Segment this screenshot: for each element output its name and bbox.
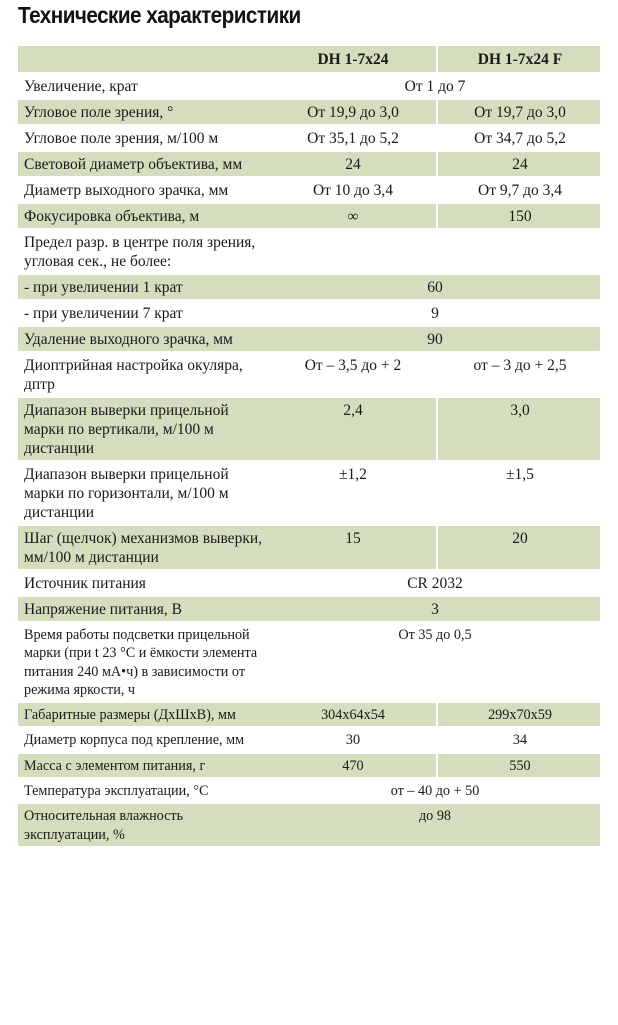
row-value-shared: 9 bbox=[268, 300, 600, 326]
row-value-shared bbox=[268, 229, 600, 274]
row-value-model-2: 24 bbox=[437, 151, 600, 177]
row-label: Источник питания bbox=[18, 570, 268, 596]
row-value-model-1: От – 3,5 до + 2 bbox=[268, 352, 437, 397]
row-label: Диоптрийная настройка окуляра, дптр bbox=[18, 352, 268, 397]
table-row bbox=[18, 461, 600, 525]
row-value-model-2: 3,0 bbox=[437, 397, 600, 461]
table-row bbox=[18, 125, 600, 151]
row-value-model-1: 304x64x54 bbox=[268, 702, 437, 727]
row-value-model-2: От 34,7 до 5,2 bbox=[437, 125, 600, 151]
row-label: Диаметр выходного зрачка, мм bbox=[18, 177, 268, 203]
row-label: Напряжение питания, В bbox=[18, 596, 268, 622]
row-value-model-1: От 19,9 до 3,0 bbox=[268, 99, 437, 125]
table-row bbox=[18, 177, 600, 203]
row-label: - при увеличении 7 крат bbox=[18, 300, 268, 326]
row-label: Предел разр. в центре поля зрения, угловая сек., не более: bbox=[18, 229, 268, 274]
row-value-model-1: 2,4 bbox=[268, 397, 437, 461]
header-cell-model-1: DH 1-7x24 bbox=[268, 46, 437, 73]
row-value-model-1: От 10 до 3,4 bbox=[268, 177, 437, 203]
row-label: Световой диаметр объектива, мм bbox=[18, 151, 268, 177]
table-row bbox=[18, 622, 600, 702]
row-value-model-1: ∞ bbox=[268, 203, 437, 229]
table-row bbox=[18, 570, 600, 596]
row-value-shared: от – 40 до + 50 bbox=[268, 778, 600, 803]
row-label: Диапазон выверки прицельной марки по вертикали, м/100 м дистанции bbox=[18, 397, 268, 461]
row-value-model-2: 150 bbox=[437, 203, 600, 229]
table-row bbox=[18, 229, 600, 274]
row-value-model-1: ±1,2 bbox=[268, 461, 437, 525]
table-row bbox=[18, 326, 600, 352]
table-row bbox=[18, 525, 600, 570]
table-row bbox=[18, 300, 600, 326]
specs-table-body bbox=[18, 46, 600, 847]
row-value-model-2: 299x70x59 bbox=[437, 702, 600, 727]
table-row bbox=[18, 274, 600, 300]
row-value-model-1: 30 bbox=[268, 727, 437, 752]
row-value-shared: От 35 до 0,5 bbox=[268, 622, 600, 702]
table-row bbox=[18, 397, 600, 461]
row-value-shared: 60 bbox=[268, 274, 600, 300]
row-value-shared: 3 bbox=[268, 596, 600, 622]
table-row bbox=[18, 727, 600, 752]
row-value-model-2: От 9,7 до 3,4 bbox=[437, 177, 600, 203]
row-value-shared: CR 2032 bbox=[268, 570, 600, 596]
row-value-shared: до 98 bbox=[268, 803, 600, 847]
table-row bbox=[18, 352, 600, 397]
row-value-model-2: От 19,7 до 3,0 bbox=[437, 99, 600, 125]
row-label: Диапазон выверки прицельной марки по горизонтали, м/100 м дистанции bbox=[18, 461, 268, 525]
row-value-model-2: от – 3 до + 2,5 bbox=[437, 352, 600, 397]
row-label: Удаление выходного зрачка, мм bbox=[18, 326, 268, 352]
row-label: Фокусировка объектива, м bbox=[18, 203, 268, 229]
table-row bbox=[18, 99, 600, 125]
row-label: Угловое поле зрения, м/100 м bbox=[18, 125, 268, 151]
row-label: Диаметр корпуса под крепление, мм bbox=[18, 727, 268, 752]
row-label: Температура эксплуатации, °C bbox=[18, 778, 268, 803]
row-label: - при увеличении 1 крат bbox=[18, 274, 268, 300]
row-label: Шаг (щелчок) механизмов выверки, мм/100 м дистанции bbox=[18, 525, 268, 570]
table-row bbox=[18, 73, 600, 99]
row-value-model-2: 550 bbox=[437, 753, 600, 778]
row-value-model-1: От 35,1 до 5,2 bbox=[268, 125, 437, 151]
row-value-model-1: 470 bbox=[268, 753, 437, 778]
header-cell-label bbox=[18, 46, 268, 73]
row-value-model-1: 15 bbox=[268, 525, 437, 570]
header-cell-model-2: DH 1-7x24 F bbox=[437, 46, 600, 73]
table-row bbox=[18, 753, 600, 778]
row-value-shared: От 1 до 7 bbox=[268, 73, 600, 99]
page-title: Технические характеристики bbox=[18, 2, 301, 28]
row-label: Увеличение, крат bbox=[18, 73, 268, 99]
row-label: Относительная влажность эксплуатации, % bbox=[18, 803, 268, 847]
row-label: Время работы подсветки прицельной марки (при t 23 °C и ёмкости элемента питания 240 мА•ч) в зависимости от режима яркости, ч bbox=[18, 622, 268, 702]
table-row bbox=[18, 596, 600, 622]
row-label: Угловое поле зрения, ° bbox=[18, 99, 268, 125]
row-label: Габаритные размеры (ДхШхВ), мм bbox=[18, 702, 268, 727]
row-value-shared: 90 bbox=[268, 326, 600, 352]
row-value-model-1: 24 bbox=[268, 151, 437, 177]
row-value-model-2: 20 bbox=[437, 525, 600, 570]
row-value-model-2: ±1,5 bbox=[437, 461, 600, 525]
row-label: Масса с элементом питания, г bbox=[18, 753, 268, 778]
row-value-model-2: 34 bbox=[437, 727, 600, 752]
table-row bbox=[18, 778, 600, 803]
table-row bbox=[18, 151, 600, 177]
table-header-row bbox=[18, 46, 600, 73]
table-row bbox=[18, 203, 600, 229]
table-row bbox=[18, 803, 600, 847]
table-row bbox=[18, 702, 600, 727]
specs-table bbox=[18, 46, 600, 848]
